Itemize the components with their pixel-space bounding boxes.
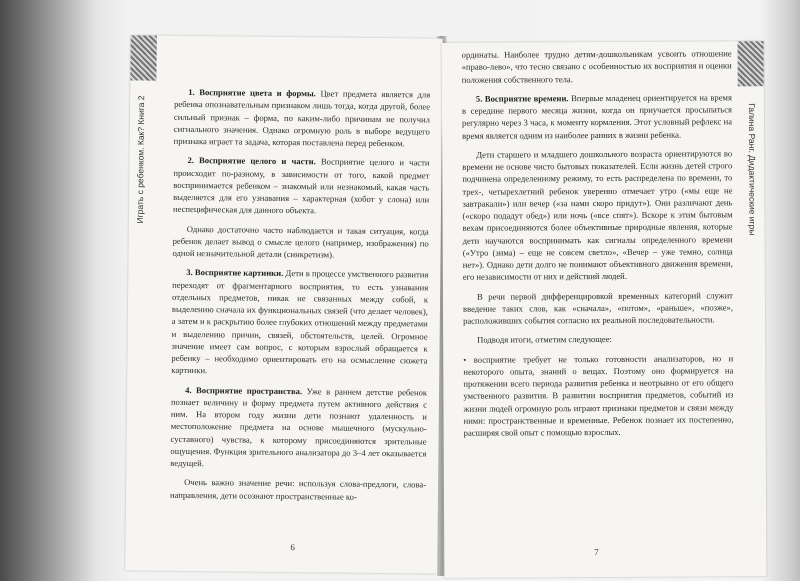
paragraph-text: Восприятие целого и части происходит по-разному, в зависимости от того, какой предмет воспринимается ребенком – знакомый или незнакомый, какая часть выделяется для его узнавания – характерная (хобот у слона) или неспецифическая для данного объекта.	[172, 156, 430, 216]
running-head: Галина Ранг. Дидактические игры	[746, 103, 758, 236]
paragraph-text: Подводя итоги, отметим следующее:	[477, 334, 612, 345]
paragraph	[172, 222, 428, 261]
section-heading: 3. Восприятие картинки.	[186, 267, 284, 279]
left-page	[125, 35, 443, 573]
paragraph	[173, 154, 430, 218]
paragraph	[171, 266, 428, 379]
section-heading: 2. Восприятие целого и части.	[187, 155, 316, 167]
paragraph-text: В речи первой дифференцировкой временных категорий служит введение таких слов, как «сначала», «потом», «раньше», «позже», расположивших события согласно их реальной последовательности.	[462, 289, 734, 326]
left-page-text	[170, 86, 430, 510]
page-number: 6	[290, 542, 296, 553]
paragraph-text: Дети старшего и младшего дошкольного возраста ориентируются во времени не основе чисто бытовых показателей. Если жизнь детей строго подчинена определенному режиму, то есть распределена по времени, то трех-, четырехлетний ребенок уверенно отмечает утро («мы еще не завтракали») или вечер («за нами скоро придут»). Они различают день («скоро подадут обед») или ночь («все спят»). Вскоре к этим бытовым вехам присоединяются более объективные природные явления, которые дети научаются воспринимать как сигналы определенного времени («Утро (зима) – еще не совсем светло», «Вечер – уже темно, солнца нет»). Однако дети долго не понимают объективного движения времени, его независимости от них и действий людей.	[462, 148, 733, 282]
running-head: Играть с ребенком. Как? Книга 2	[134, 95, 147, 224]
paragraph	[462, 91, 732, 141]
paragraph-text: Цвет предмета является для ребенка опознавательным признаком лишь тогда, когда другой, более сильный признак – форма, по каким-либо причинам не получил сигнального значения. Однако огромную роль в выборе ведущего признака играет та задача, которая поставлена перед ребенком.	[173, 88, 431, 149]
corner-ornament	[130, 35, 156, 80]
paragraph	[462, 47, 732, 85]
section-heading: 5. Восприятие времени.	[475, 92, 569, 104]
section-heading: 1. Восприятие цвета и формы.	[188, 86, 316, 99]
paragraph-text: Впервые младенец ориентируется на время в середине первого месяца жизни, когда он приучается просыпаться регулярно через 3 часа, к моменту кормления. Этот условный рефлекс на время является одним из наиболее ранних в жизни ребенка.	[461, 92, 733, 141]
paragraph-text: Очень важно значение речи: используя слова-предлоги, слова-направления, дети осознают пространственные ко-	[169, 477, 427, 502]
paragraph	[170, 476, 426, 503]
paragraph	[463, 333, 733, 347]
right-page	[442, 41, 767, 578]
paragraph-text: Уже в раннем детстве ребенок познает величину и форму предмета путем активного действия с ним. На втором году жизни дети познают удаленность и местоположение предмета на основе мышечного (мускульно-суставного) чувства, к которому присоединяются зрительные ощущения. Функция зрительного анализатора до 3–4 лет оказывается ведущей.	[170, 385, 428, 469]
paragraph-text: Дети в процессе умственного развития переходят от фрагментарного восприятия, то есть узнавания отдельных предметов, никак не связанных между собой, к выделению сначала их функциональных связей (что делает человек), а затем и к раскрытию более глубоких отношений между предметами и выделению причин, связей, обстоятельств, целей. Огромное значение имеет сам вопрос, с которым взрослый обращается к ребенку – необходимо ориентировать его на осмысление сюжета картинки.	[171, 268, 429, 376]
paragraph	[174, 86, 431, 150]
section-heading: 4. Восприятие пространства.	[185, 384, 303, 396]
right-page-text	[462, 47, 734, 446]
corner-ornament	[738, 41, 764, 86]
page-number: 7	[594, 547, 599, 558]
paragraph	[463, 289, 733, 327]
paragraph	[170, 383, 427, 471]
paragraph	[462, 147, 733, 283]
paragraph	[463, 352, 733, 439]
paragraph-text: ординаты. Наиболее трудно детям-дошкольникам усвоить отношение «право-лево», что тесно связано с особенностью их восприятия и оценки положения собственного тела.	[461, 48, 732, 85]
paragraph-text: Однако достаточно часто наблюдается и такая ситуация, когда ребенок делает вывод о смысле целого (например, изображения) по одной незначительной детали (синкретизм).	[172, 223, 429, 260]
paragraph-text: • восприятие требует не только готовности анализаторов, но и некоторого опыта, знаний о вещах. Поэтому оно формируется на протяжении всего периода развития ребенка и неотрывно от его общего умственного развития. В развитии восприятия предметов, событий из жизни людей огромную роль играют признаки предметов и связи между ними: пространственные и временные. Ребенок познает их постепенно, расширяя свой опыт с помощью взрослых.	[463, 352, 734, 438]
